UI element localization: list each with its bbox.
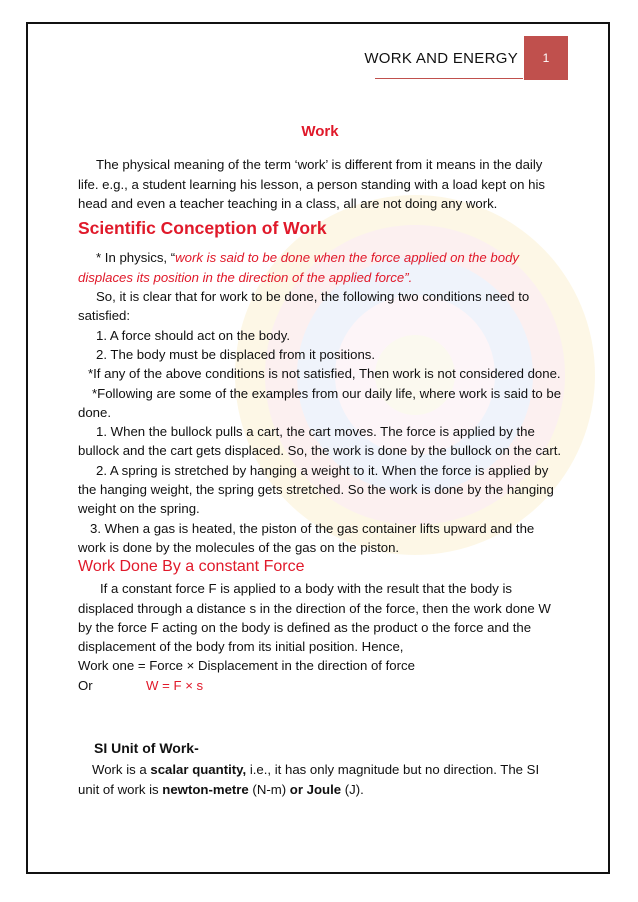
si-bold-joule: or Joule bbox=[289, 781, 342, 797]
heading-si-unit: SI Unit of Work- bbox=[94, 740, 199, 757]
condition-1: 1. A force should act on the body. bbox=[96, 327, 291, 343]
si-text-2: i.e., it has only magnitude but no direction. The SI unit of work is bbox=[78, 762, 540, 797]
example-3: 3. When a gas is heated, the piston of the gas container lifts upward and the work is done by the molecules of the gas on the piston. bbox=[78, 520, 535, 555]
definition-italic: work is said to be done when the force applied on the body displaces its position in the direction of the applied force”. bbox=[78, 250, 519, 285]
definition-paragraph bbox=[78, 248, 562, 287]
example-1: 1. When the bullock pulls a cart, the cart moves. The force is applied by the bullock and the cart gets displaced. So, the work is done by the bullock on the cart. bbox=[78, 424, 562, 459]
example-2: 2. A spring is stretched by hanging a weight to it. When the force is applied by the hanging weight, the spring gets stretched. So the work is done by the hanging weight on the spring. bbox=[78, 462, 554, 517]
definition-prefix: * In physics, “ bbox=[96, 250, 176, 266]
or-label: Or bbox=[78, 677, 93, 693]
conditions-intro: So, it is clear that for work to be done, the following two conditions need to satisfied: bbox=[78, 289, 530, 324]
condition-2: 2. The body must be displaced from it positions. bbox=[96, 346, 376, 362]
constant-force-body: If a constant force F is applied to a body with the result that the body is displaced through a distance s in the direction of the force, then the work done W by the force F acting on the body is defined as the product o the force and the displacement of the body from its initial position. Hence, bbox=[78, 581, 551, 655]
note-2: *Following are some of the examples from our daily life, where work is said to be done. bbox=[78, 385, 562, 420]
si-text-1: Work is a bbox=[92, 762, 151, 778]
si-bold-scalar: scalar quantity, bbox=[150, 762, 247, 778]
si-text-3: (N-m) bbox=[248, 781, 290, 797]
note-1: *If any of the above conditions is not satisfied, Then work is not considered done. bbox=[88, 366, 561, 382]
document-body bbox=[78, 120, 562, 799]
heading-constant-force: Work Done By a constant Force bbox=[78, 558, 305, 576]
si-text-4: (J). bbox=[341, 781, 364, 797]
page-number-badge: 1 bbox=[524, 36, 568, 80]
header-rule bbox=[375, 78, 523, 79]
formula: W = F × s bbox=[146, 677, 204, 693]
si-unit-paragraph bbox=[78, 760, 562, 799]
work-intro: The physical meaning of the term ‘work’ is different from it means in the daily life. e.g., a student learning his lesson, a person standing with a load kept on his head and even a teacher teaching in a class, all are not doing any work. bbox=[78, 157, 545, 211]
heading-scientific-conception: Scientific Conception of Work bbox=[78, 218, 327, 239]
heading-work: Work bbox=[301, 123, 339, 140]
header-title: WORK AND ENERGY bbox=[364, 50, 518, 67]
formula-words: Work one = Force × Displacement in the direction of force bbox=[78, 658, 415, 674]
formula-line bbox=[78, 676, 562, 695]
si-bold-newton-metre: newton-metre bbox=[162, 781, 249, 797]
